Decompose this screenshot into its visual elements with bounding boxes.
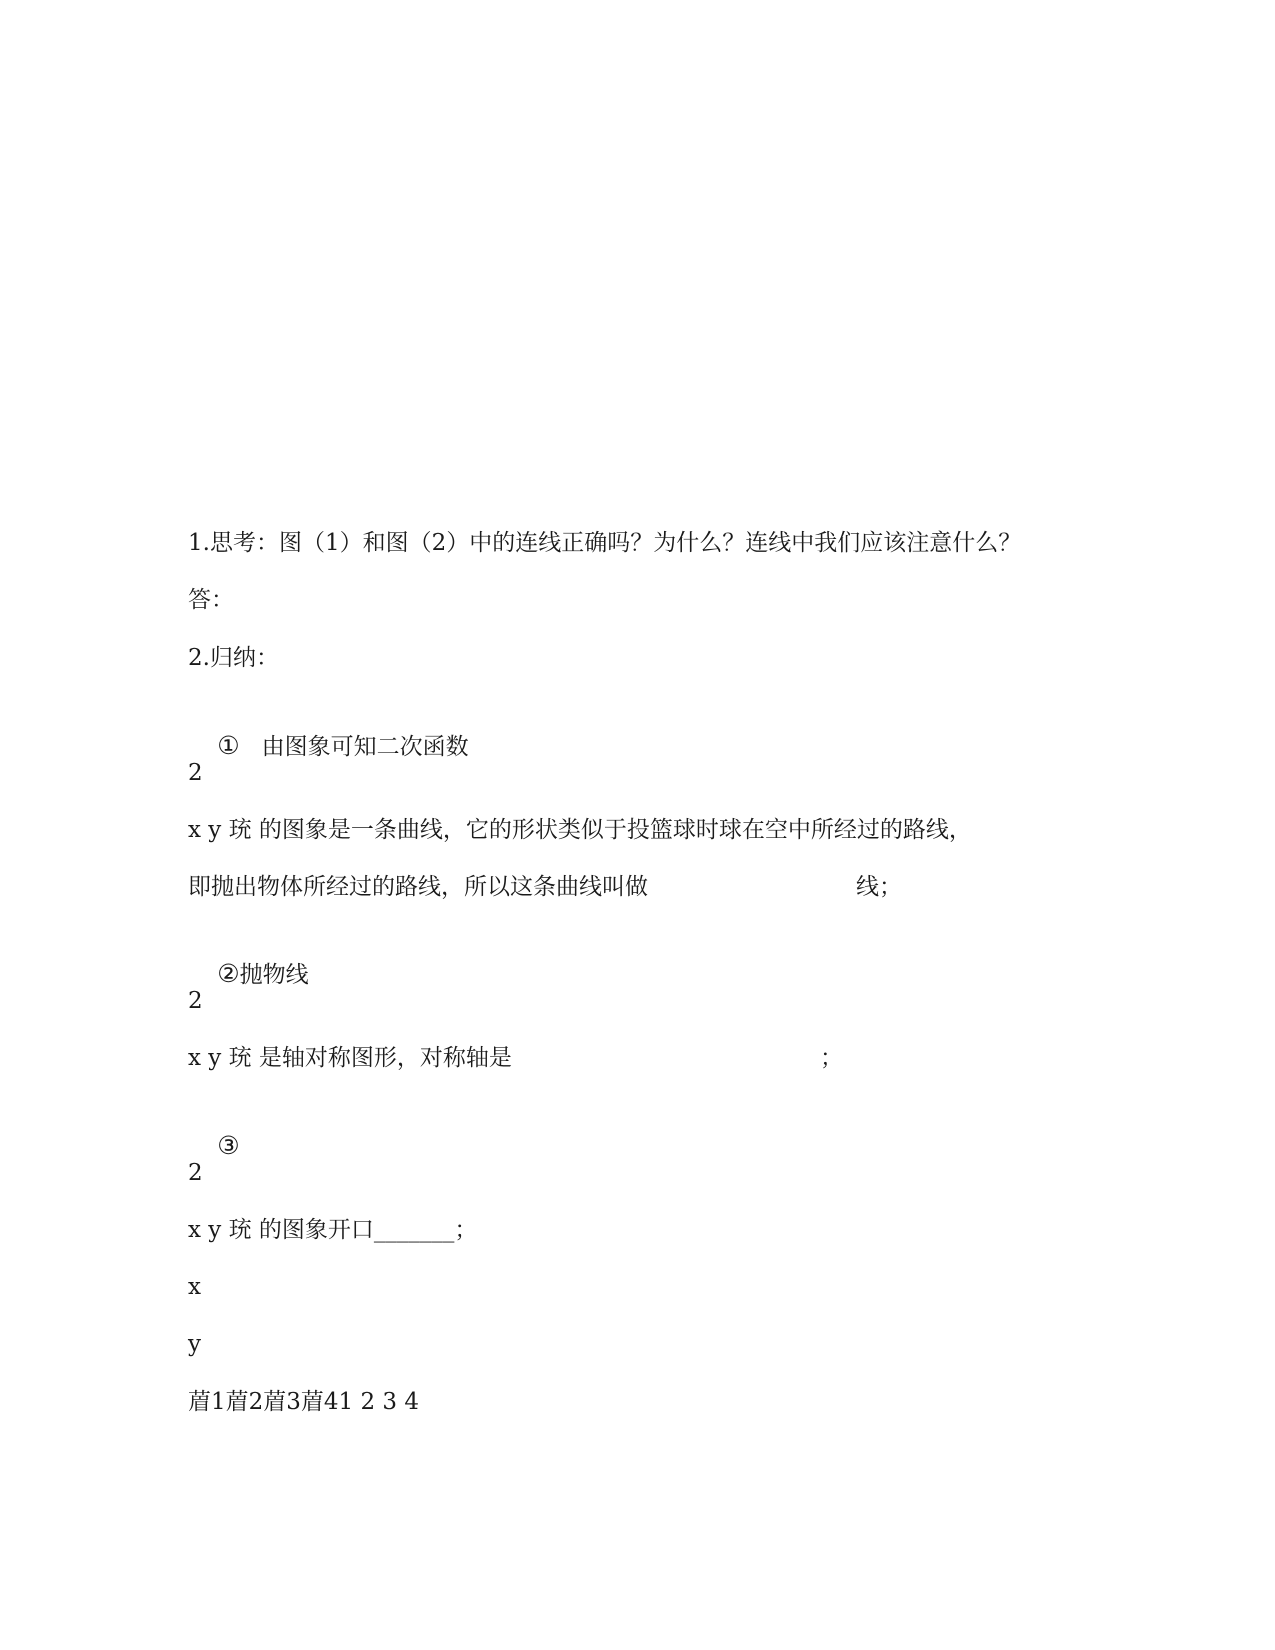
item-3-marker: ③	[217, 1131, 240, 1160]
exponent-3: 2	[188, 1160, 203, 1186]
item-2-marker: ②	[217, 959, 240, 988]
item-2-line-2: x y 珫 是轴对称图形，对称轴是	[188, 1045, 512, 1071]
item-2	[188, 929, 309, 1020]
axis-y-label: y	[188, 1331, 201, 1357]
item-1-line-2: x y 珫 的图象是一条曲线，它的形状类似于投篮球时球在空中所经过的路线，	[188, 817, 972, 843]
axis-x-label: x	[188, 1274, 201, 1300]
question-1: 1.思考：图（1）和图（2）中的连线正确吗？为什么？连线中我们应该注意什么？	[188, 530, 1022, 556]
answer-label: 答：	[188, 587, 234, 613]
item-2-line-2-tail: ；	[820, 1045, 843, 1071]
item-1-line-3-tail: 线；	[856, 874, 902, 900]
item-1-marker: ①	[217, 731, 240, 760]
axis-tick-labels: 葿1葿2葿3葿41 2 3 4	[188, 1389, 419, 1415]
item-3-line-2: x y 珫 的图象开口_______；	[188, 1217, 478, 1243]
question-2: 2.归纳：	[188, 645, 279, 671]
exponent-1: 2	[188, 760, 203, 786]
item-1-text: 由图象可知二次函数	[261, 734, 469, 760]
item-1-line-3: 即抛出物体所经过的路线，所以这条曲线叫做	[188, 874, 648, 900]
exponent-2: 2	[188, 988, 203, 1014]
item-2-text: 抛物线	[239, 962, 309, 988]
item-1	[188, 701, 469, 792]
